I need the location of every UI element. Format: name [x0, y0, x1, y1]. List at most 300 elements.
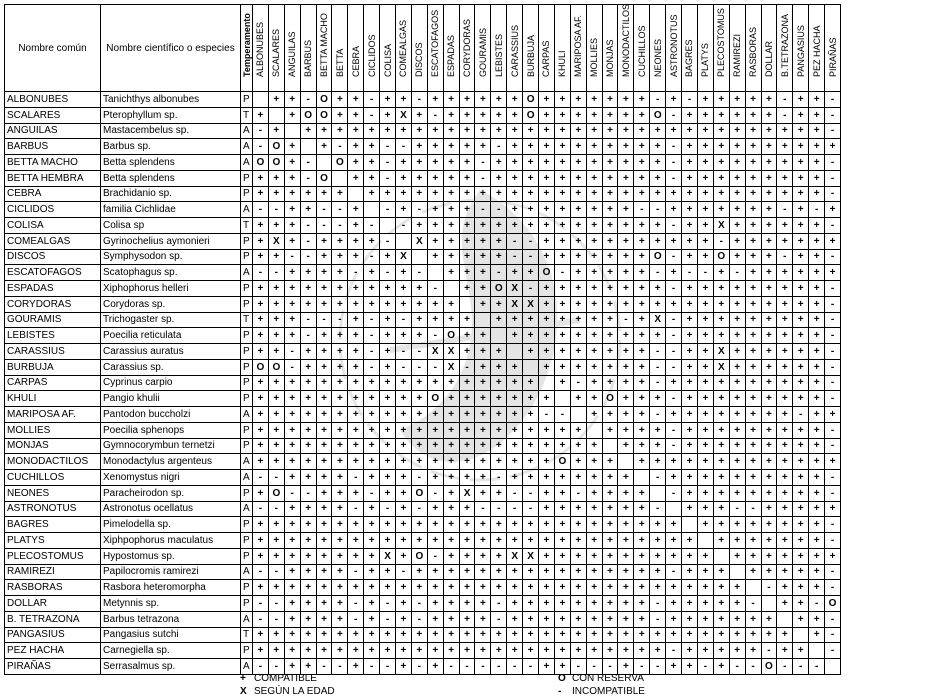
table-row	[5, 580, 841, 596]
compatibility-cell: +	[793, 422, 809, 438]
compatibility-cell: +	[380, 344, 396, 360]
compatibility-cell: -	[380, 265, 396, 281]
compatibility-cell: +	[443, 92, 459, 108]
header-species: RASBORAS	[745, 5, 761, 92]
compatibility-cell: +	[316, 580, 332, 596]
header-species: MONODACTILOS	[618, 5, 634, 92]
compatibility-cell: +	[570, 249, 586, 265]
compatibility-cell: +	[316, 296, 332, 312]
compatibility-cell: +	[300, 580, 316, 596]
compatibility-cell: +	[761, 533, 777, 549]
compatibility-cell: -	[396, 564, 412, 580]
compatibility-cell: +	[380, 92, 396, 108]
scientific-name-cell: Corydoras sp.	[101, 296, 241, 312]
compatibility-cell: +	[380, 533, 396, 549]
compatibility-cell: +	[475, 328, 491, 344]
compatibility-cell: +	[713, 123, 729, 139]
compatibility-cell: +	[459, 580, 475, 596]
compatibility-cell: -	[761, 643, 777, 659]
compatibility-cell: +	[650, 627, 666, 643]
compatibility-cell: -	[825, 533, 841, 549]
compatibility-cell: +	[443, 155, 459, 171]
compatibility-cell	[570, 407, 586, 423]
compatibility-cell: -	[364, 344, 380, 360]
compatibility-cell: +	[253, 391, 269, 407]
compatibility-cell: +	[697, 391, 713, 407]
compatibility-cell: +	[507, 155, 523, 171]
compatibility-cell: -	[443, 659, 459, 675]
compatibility-cell: +	[586, 407, 602, 423]
compatibility-cell: +	[713, 92, 729, 108]
compatibility-cell: +	[761, 328, 777, 344]
header-species: PEZ HACHA	[809, 5, 825, 92]
header-species: BETTA	[332, 5, 348, 92]
compatibility-cell: +	[396, 92, 412, 108]
temperament-cell: A	[241, 139, 253, 155]
compatibility-cell: +	[300, 611, 316, 627]
compatibility-cell: +	[666, 186, 682, 202]
compatibility-cell: +	[713, 328, 729, 344]
scientific-name-cell: Scatophagus sp.	[101, 265, 241, 281]
table-row	[5, 249, 841, 265]
compatibility-cell: +	[300, 643, 316, 659]
compatibility-cell: +	[745, 454, 761, 470]
table-row	[5, 643, 841, 659]
compatibility-cell: +	[380, 312, 396, 328]
compatibility-cell: +	[539, 107, 555, 123]
compatibility-cell: +	[809, 359, 825, 375]
compatibility-cell: +	[316, 344, 332, 360]
compatibility-cell: O	[253, 155, 269, 171]
compatibility-cell: +	[268, 580, 284, 596]
compatibility-cell: +	[697, 407, 713, 423]
compatibility-cell: +	[554, 611, 570, 627]
compatibility-cell: +	[729, 359, 745, 375]
compatibility-cell: +	[809, 391, 825, 407]
compatibility-cell: +	[682, 501, 698, 517]
header-species: ALBONUBES	[253, 5, 269, 92]
compatibility-cell: +	[523, 611, 539, 627]
compatibility-cell: +	[364, 233, 380, 249]
compatibility-cell: +	[602, 186, 618, 202]
compatibility-cell: -	[411, 265, 427, 281]
compatibility-cell: +	[427, 170, 443, 186]
compatibility-cell: +	[761, 407, 777, 423]
compatibility-cell: -	[666, 170, 682, 186]
compatibility-cell: +	[459, 533, 475, 549]
compatibility-cell: +	[761, 155, 777, 171]
compatibility-cell: +	[793, 155, 809, 171]
compatibility-cell: +	[761, 391, 777, 407]
table-row	[5, 186, 841, 202]
compatibility-cell: +	[745, 265, 761, 281]
compatibility-cell: +	[650, 155, 666, 171]
compatibility-cell: +	[745, 391, 761, 407]
scientific-name-cell: Tanichthys albonubes	[101, 92, 241, 108]
compatibility-cell: +	[745, 186, 761, 202]
compatibility-cell: -	[650, 470, 666, 486]
compatibility-cell: +	[713, 596, 729, 612]
table-row	[5, 375, 841, 391]
compatibility-cell	[300, 139, 316, 155]
compatibility-cell: +	[809, 281, 825, 297]
compatibility-cell: +	[523, 533, 539, 549]
compatibility-cell: +	[539, 517, 555, 533]
compatibility-cell: +	[348, 202, 364, 218]
temperament-cell: P	[241, 533, 253, 549]
compatibility-cell: +	[618, 517, 634, 533]
compatibility-cell: +	[427, 501, 443, 517]
compatibility-cell: +	[793, 391, 809, 407]
compatibility-cell: +	[761, 92, 777, 108]
compatibility-cell: +	[554, 296, 570, 312]
compatibility-cell: +	[809, 107, 825, 123]
compatibility-cell: +	[539, 202, 555, 218]
table-row	[5, 202, 841, 218]
compatibility-cell: +	[697, 627, 713, 643]
compatibility-cell: -	[411, 470, 427, 486]
compatibility-cell: +	[364, 123, 380, 139]
compatibility-cell: +	[618, 659, 634, 675]
compatibility-cell: -	[380, 139, 396, 155]
compatibility-cell: +	[380, 517, 396, 533]
compatibility-cell: +	[396, 596, 412, 612]
compatibility-cell: -	[411, 344, 427, 360]
compatibility-cell: +	[332, 281, 348, 297]
compatibility-cell: +	[634, 391, 650, 407]
compatibility-cell: -	[253, 501, 269, 517]
compatibility-cell: +	[443, 438, 459, 454]
compatibility-cell: +	[713, 155, 729, 171]
compatibility-cell: +	[682, 328, 698, 344]
compatibility-cell: +	[348, 580, 364, 596]
compatibility-cell: +	[443, 643, 459, 659]
compatibility-cell: +	[348, 407, 364, 423]
compatibility-cell: +	[348, 139, 364, 155]
compatibility-cell: +	[713, 391, 729, 407]
common-name-cell: BARBUS	[5, 139, 101, 155]
compatibility-cell: +	[284, 596, 300, 612]
compatibility-cell: +	[618, 155, 634, 171]
compatibility-cell: +	[427, 155, 443, 171]
compatibility-cell: +	[554, 344, 570, 360]
compatibility-cell: +	[411, 517, 427, 533]
compatibility-cell: -	[332, 202, 348, 218]
compatibility-cell: -	[268, 659, 284, 675]
compatibility-cell: +	[618, 596, 634, 612]
compatibility-cell: -	[364, 107, 380, 123]
compatibility-cell: +	[284, 548, 300, 564]
compatibility-cell: +	[380, 249, 396, 265]
compatibility-cell: +	[459, 170, 475, 186]
compatibility-cell	[634, 470, 650, 486]
compatibility-cell: +	[618, 249, 634, 265]
compatibility-cell: +	[427, 438, 443, 454]
compatibility-cell: -	[364, 92, 380, 108]
compatibility-cell: +	[300, 564, 316, 580]
compatibility-cell: -	[666, 107, 682, 123]
compatibility-cell: +	[682, 107, 698, 123]
compatibility-cell: +	[459, 548, 475, 564]
compatibility-cell: +	[443, 611, 459, 627]
compatibility-cell: +	[459, 438, 475, 454]
compatibility-cell: +	[316, 485, 332, 501]
compatibility-cell: -	[523, 659, 539, 675]
compatibility-cell: +	[427, 202, 443, 218]
compatibility-cell: +	[523, 202, 539, 218]
compatibility-cell: +	[539, 139, 555, 155]
compatibility-cell: -	[713, 233, 729, 249]
compatibility-cell: +	[745, 517, 761, 533]
compatibility-cell: -	[825, 564, 841, 580]
compatibility-cell: +	[618, 611, 634, 627]
compatibility-cell: +	[364, 139, 380, 155]
compatibility-cell: -	[809, 596, 825, 612]
compatibility-cell: +	[761, 107, 777, 123]
compatibility-cell: +	[539, 281, 555, 297]
scientific-name-cell: Carnegiella sp.	[101, 643, 241, 659]
compatibility-cell: +	[570, 580, 586, 596]
compatibility-cell: -	[253, 611, 269, 627]
compatibility-cell: +	[507, 170, 523, 186]
compatibility-cell: +	[650, 186, 666, 202]
compatibility-cell: +	[682, 233, 698, 249]
compatibility-cell: X	[523, 548, 539, 564]
compatibility-cell: -	[666, 139, 682, 155]
compatibility-cell: +	[666, 123, 682, 139]
compatibility-cell: +	[253, 218, 269, 234]
compatibility-cell: +	[396, 627, 412, 643]
compatibility-cell: -	[666, 643, 682, 659]
temperament-cell: A	[241, 659, 253, 675]
compatibility-cell: +	[650, 218, 666, 234]
compatibility-cell: +	[507, 265, 523, 281]
compatibility-cell: -	[650, 501, 666, 517]
compatibility-cell: +	[570, 454, 586, 470]
compatibility-cell: +	[491, 233, 507, 249]
compatibility-cell: -	[396, 218, 412, 234]
compatibility-cell: +	[459, 265, 475, 281]
compatibility-cell: +	[380, 454, 396, 470]
compatibility-cell: +	[268, 312, 284, 328]
compatibility-cell: +	[380, 643, 396, 659]
compatibility-cell: +	[809, 218, 825, 234]
compatibility-cell: +	[634, 233, 650, 249]
compatibility-cell: +	[602, 233, 618, 249]
table-row	[5, 265, 841, 281]
scientific-name-cell: Mastacembelus sp.	[101, 123, 241, 139]
compatibility-cell: +	[793, 249, 809, 265]
compatibility-cell: -	[570, 375, 586, 391]
compatibility-cell: +	[729, 186, 745, 202]
compatibility-cell: +	[332, 391, 348, 407]
compatibility-cell: X	[411, 233, 427, 249]
compatibility-cell: +	[443, 296, 459, 312]
compatibility-cell: -	[300, 155, 316, 171]
compatibility-cell: X	[268, 233, 284, 249]
compatibility-cell: +	[332, 517, 348, 533]
compatibility-cell: +	[459, 123, 475, 139]
header-species: DOLLAR	[761, 5, 777, 92]
compatibility-cell: +	[300, 265, 316, 281]
compatibility-cell: +	[618, 186, 634, 202]
compatibility-cell: -	[364, 249, 380, 265]
compatibility-cell: +	[411, 564, 427, 580]
compatibility-cell: +	[682, 344, 698, 360]
compatibility-cell: -	[650, 359, 666, 375]
compatibility-cell: -	[300, 233, 316, 249]
compatibility-cell: -	[380, 501, 396, 517]
compatibility-cell: +	[316, 501, 332, 517]
compatibility-cell: +	[539, 249, 555, 265]
compatibility-cell: -	[284, 485, 300, 501]
compatibility-cell: +	[570, 107, 586, 123]
compatibility-cell: -	[396, 312, 412, 328]
compatibility-cell: +	[618, 92, 634, 108]
compatibility-cell: +	[777, 233, 793, 249]
compatibility-cell: +	[666, 265, 682, 281]
compatibility-cell: +	[284, 92, 300, 108]
compatibility-cell: +	[396, 454, 412, 470]
compatibility-cell: +	[284, 564, 300, 580]
compatibility-cell: +	[268, 123, 284, 139]
compatibility-cell: +	[300, 344, 316, 360]
compatibility-cell: +	[491, 627, 507, 643]
compatibility-cell: +	[618, 359, 634, 375]
compatibility-cell: +	[825, 407, 841, 423]
scientific-name-cell: Monodactylus argenteus	[101, 454, 241, 470]
compatibility-cell: +	[745, 422, 761, 438]
compatibility-cell: -	[825, 218, 841, 234]
compatibility-cell: +	[777, 296, 793, 312]
compatibility-cell: +	[793, 344, 809, 360]
compatibility-cell: +	[682, 155, 698, 171]
compatibility-cell: +	[380, 328, 396, 344]
compatibility-cell: +	[761, 139, 777, 155]
compatibility-cell: +	[427, 249, 443, 265]
compatibility-cell: +	[348, 249, 364, 265]
header-row	[5, 5, 841, 92]
temperament-cell: P	[241, 328, 253, 344]
compatibility-cell: +	[729, 611, 745, 627]
compatibility-cell: +	[427, 407, 443, 423]
compatibility-cell: +	[618, 643, 634, 659]
compatibility-cell: +	[729, 233, 745, 249]
compatibility-cell: +	[491, 359, 507, 375]
compatibility-cell: +	[697, 281, 713, 297]
compatibility-cell: +	[523, 407, 539, 423]
compatibility-cell: +	[459, 92, 475, 108]
compatibility-cell: +	[380, 564, 396, 580]
compatibility-cell: +	[268, 391, 284, 407]
compatibility-cell: +	[348, 92, 364, 108]
compatibility-cell: +	[475, 485, 491, 501]
compatibility-cell: +	[316, 328, 332, 344]
compatibility-cell: +	[507, 438, 523, 454]
compatibility-cell: +	[586, 186, 602, 202]
compatibility-cell: +	[443, 470, 459, 486]
compatibility-cell: +	[475, 422, 491, 438]
compatibility-cell: X	[380, 548, 396, 564]
compatibility-cell: +	[729, 218, 745, 234]
compatibility-cell: +	[459, 281, 475, 297]
compatibility-cell: +	[761, 359, 777, 375]
compatibility-cell: +	[507, 517, 523, 533]
compatibility-cell: +	[809, 454, 825, 470]
common-name-cell: PIRAÑAS	[5, 659, 101, 675]
compatibility-cell: +	[396, 375, 412, 391]
compatibility-cell: +	[602, 596, 618, 612]
compatibility-cell: +	[666, 627, 682, 643]
compatibility-cell: +	[602, 202, 618, 218]
compatibility-cell: +	[332, 438, 348, 454]
table-row	[5, 470, 841, 486]
compatibility-cell: +	[697, 470, 713, 486]
compatibility-cell: +	[761, 454, 777, 470]
compatibility-cell: +	[713, 139, 729, 155]
compatibility-cell: +	[586, 202, 602, 218]
compatibility-cell	[348, 186, 364, 202]
compatibility-cell: -	[523, 233, 539, 249]
compatibility-cell: +	[268, 296, 284, 312]
compatibility-cell: +	[411, 375, 427, 391]
compatibility-cell: +	[713, 533, 729, 549]
compatibility-cell: +	[634, 265, 650, 281]
compatibility-cell: X	[443, 359, 459, 375]
compatibility-cell: +	[507, 375, 523, 391]
compatibility-cell: +	[777, 454, 793, 470]
common-name-cell: DOLLAR	[5, 596, 101, 612]
compatibility-cell: +	[554, 249, 570, 265]
compatibility-cell: +	[459, 391, 475, 407]
scientific-name-cell: Xenomystus nigri	[101, 470, 241, 486]
compatibility-cell: +	[396, 296, 412, 312]
compatibility-cell: +	[745, 328, 761, 344]
compatibility-cell: -	[650, 92, 666, 108]
compatibility-cell: -	[634, 202, 650, 218]
compatibility-cell: +	[316, 454, 332, 470]
compatibility-cell: -	[825, 470, 841, 486]
compatibility-cell: -	[825, 422, 841, 438]
scientific-name-cell: Pantodon buccholzi	[101, 407, 241, 423]
compatibility-cell: +	[316, 375, 332, 391]
header-species: RAMIREZI	[729, 5, 745, 92]
compatibility-cell: +	[491, 186, 507, 202]
compatibility-cell: +	[554, 517, 570, 533]
compatibility-cell: +	[332, 375, 348, 391]
compatibility-cell: +	[284, 281, 300, 297]
compatibility-cell: +	[300, 186, 316, 202]
compatibility-cell: +	[713, 265, 729, 281]
scientific-name-cell: Hypostomus sp.	[101, 548, 241, 564]
compatibility-cell: +	[809, 92, 825, 108]
compatibility-cell: -	[364, 659, 380, 675]
header-species: BARBUS	[300, 5, 316, 92]
compatibility-cell	[491, 328, 507, 344]
compatibility-cell: +	[459, 107, 475, 123]
compatibility-cell: +	[666, 580, 682, 596]
compatibility-cell: +	[634, 548, 650, 564]
compatibility-cell: +	[697, 92, 713, 108]
compatibility-cell: +	[300, 123, 316, 139]
compatibility-cell: +	[761, 296, 777, 312]
compatibility-cell: -	[666, 281, 682, 297]
compatibility-cell: -	[491, 265, 507, 281]
compatibility-cell: +	[284, 454, 300, 470]
common-name-cell: SCALARES	[5, 107, 101, 123]
compatibility-cell: -	[491, 202, 507, 218]
compatibility-cell: +	[284, 533, 300, 549]
